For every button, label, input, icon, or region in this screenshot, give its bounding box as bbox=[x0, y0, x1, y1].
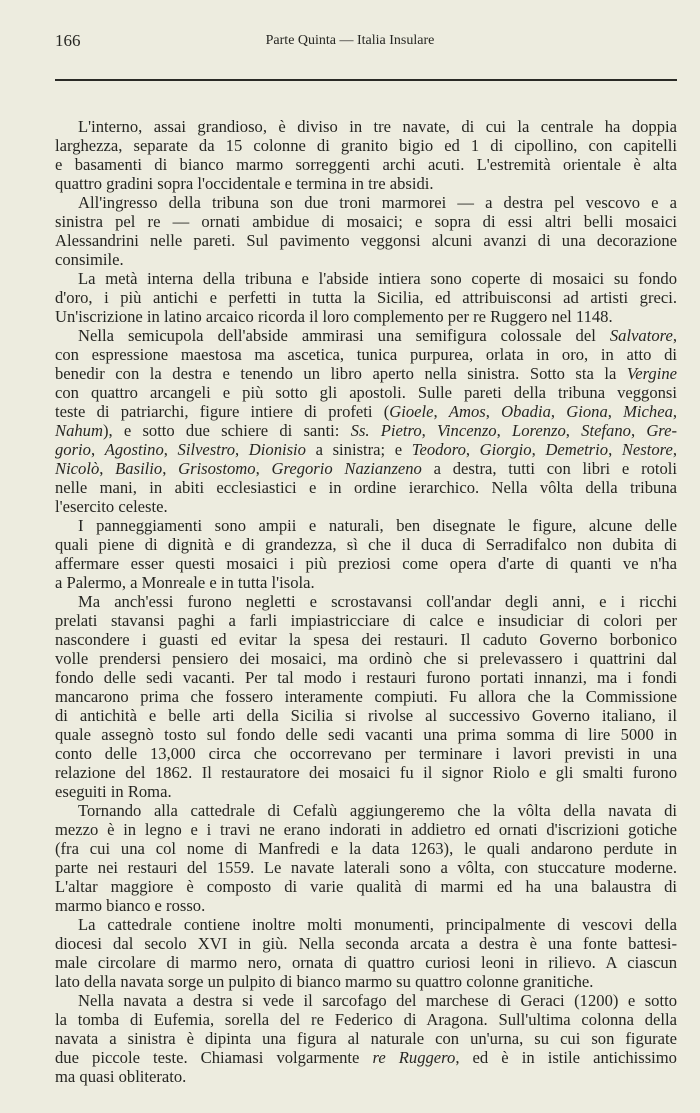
text-line bbox=[55, 307, 677, 326]
paragraph bbox=[55, 117, 677, 193]
italic-text: Teodoro bbox=[411, 440, 466, 459]
text-segment: ma quasi obliterato. bbox=[55, 1067, 187, 1086]
text-segment: mancarono prima che fossero interamente compiuti. Fu allora che la Commissione bbox=[55, 687, 677, 706]
text-line bbox=[55, 117, 677, 136]
text-segment: Ma anch'essi furono negletti e scrostavansi coll'andar degli anni, e i ricchi bbox=[78, 592, 677, 611]
text-line bbox=[55, 687, 677, 706]
running-title: Parte Quinta — Italia Insulare bbox=[265, 33, 435, 48]
text-segment: affermare esser questi mosaici i più preziosi come opera d'arte di quanti ve n'ha bbox=[55, 554, 677, 573]
italic-text: Salvatore bbox=[609, 326, 673, 345]
text-segment: Nella semicupola dell'abside ammirasi una semifigura colossale del bbox=[78, 326, 610, 345]
text-segment: relazione del 1862. Il restauratore dei mosaici fu il signor Riolo e gli smalti furono bbox=[55, 763, 677, 782]
paragraph bbox=[55, 326, 677, 516]
text-segment: conto delle 13,000 circa che occorrevano per terminare i lavori previsti in una bbox=[55, 744, 677, 763]
text-line bbox=[55, 706, 677, 725]
italic-text: Obadia bbox=[501, 402, 551, 421]
text-segment: , bbox=[90, 440, 105, 459]
text-segment: d'oro, i più antichi e perfetti in tutta la Sicilia, ed attribuisconsi ad artisti greci. bbox=[55, 288, 677, 307]
text-segment: sinistra pel re — ornati ambidue di mosaici; e sopra di essi altri belli mosaici bbox=[55, 212, 677, 231]
text-segment: quattro gradini sopra l'occidentale e termina in tre absidi. bbox=[55, 174, 434, 193]
text-segment: , bbox=[163, 440, 178, 459]
text-segment: due piccole teste. Chiamasi volgarmente bbox=[55, 1048, 373, 1067]
text-segment: , bbox=[433, 402, 449, 421]
text-line bbox=[55, 535, 677, 554]
text-segment: All'ingresso della tribuna son due troni marmorei — a destra pel vescovo e a bbox=[78, 193, 677, 212]
text-line bbox=[55, 269, 677, 288]
text-segment: con espressione maestosa ma ascetica, tunica purpurea, orlata in oro, in atto di bbox=[55, 345, 677, 364]
text-line bbox=[55, 1067, 677, 1086]
italic-text: Gre- bbox=[646, 421, 678, 440]
text-segment: I panneggiamenti sono ampii e naturali, ben disegnate le figure, alcune delle bbox=[78, 516, 677, 535]
italic-text: Nestore bbox=[621, 440, 673, 459]
italic-text: Giona bbox=[566, 402, 608, 421]
text-segment: Tornando alla cattedrale di Cefalù aggiungeremo che la vôlta della navata di bbox=[78, 801, 677, 820]
italic-text: Giorgio bbox=[479, 440, 532, 459]
text-segment: , bbox=[550, 402, 567, 421]
text-segment: a Palermo, a Monreale e in tutta l'isola. bbox=[55, 573, 315, 592]
text-line bbox=[55, 744, 677, 763]
paragraph bbox=[55, 801, 677, 915]
italic-text: Vergine bbox=[626, 364, 677, 383]
text-line bbox=[55, 231, 677, 250]
text-segment: marmo bianco e rosso. bbox=[55, 896, 206, 915]
text-line bbox=[55, 858, 677, 877]
text-segment: la tomba di Eufemia, sorella del re Federico di Aragona. Sull'ultima colonna della bbox=[55, 1010, 677, 1029]
italic-text: Stefano bbox=[581, 421, 631, 440]
paragraph bbox=[55, 269, 677, 326]
text-segment: , bbox=[565, 421, 582, 440]
text-line bbox=[55, 877, 677, 896]
text-segment: a destra, tutti con libri e rotoli bbox=[421, 459, 678, 478]
text-line bbox=[55, 896, 677, 915]
text-line bbox=[55, 459, 677, 478]
text-segment: , bbox=[421, 421, 438, 440]
text-segment: mezzo è in legno e i travi ne erano indorati in addietro ed ornati d'iscrizioni gotiche bbox=[55, 820, 677, 839]
text-segment: parte nei restauri del 1559. Le navate laterali sono a vôlta, con stuccature moderne. bbox=[55, 858, 677, 877]
text-line bbox=[55, 345, 677, 364]
text-line bbox=[55, 801, 677, 820]
text-line bbox=[55, 1029, 677, 1048]
text-line bbox=[55, 554, 677, 573]
text-segment: l'esercito celeste. bbox=[55, 497, 168, 516]
text-line bbox=[55, 630, 677, 649]
text-line bbox=[55, 250, 677, 269]
text-segment: a sinistra; e bbox=[305, 440, 412, 459]
text-segment: nelle mani, in abiti ecclesiastici e in ordine ierarchico. Nella vôlta della tribuna bbox=[55, 478, 677, 497]
text-line bbox=[55, 668, 677, 687]
text-line bbox=[55, 212, 677, 231]
italic-text: Silvestro bbox=[177, 440, 236, 459]
italic-text: Agostino bbox=[104, 440, 164, 459]
text-line bbox=[55, 497, 677, 516]
text-segment: diocesi dal secolo XVI in giù. Nella seconda arcata a destra è una fonte battesi- bbox=[55, 934, 677, 953]
text-segment: Alessandrini nelle pareti. Sul pavimento veggonsi alcuni avanzi di una decorazione bbox=[55, 231, 677, 250]
text-segment: L'interno, assai grandioso, è diviso in tre navate, di cui la centrale ha doppia bbox=[78, 117, 677, 136]
text-segment: e basamenti di bianco marmo sorreggenti archi acuti. L'estremità orientale è alta bbox=[55, 155, 677, 174]
italic-text: Basilio bbox=[115, 459, 163, 478]
text-segment: quali piene di dignità e di grandezza, sì che il duca di Serradifalco non dubita di bbox=[55, 535, 677, 554]
text-segment: larghezza, separate da 15 colonne di granito bigio ed 1 di cipollino, con capitelli bbox=[55, 136, 677, 155]
text-segment: ), e sotto due schiere di santi: bbox=[102, 421, 351, 440]
text-segment: , bbox=[255, 459, 272, 478]
text-segment: volle prendersi pensiero dei mosaici, ma ordinò che si prelevassero i quattrini dal bbox=[55, 649, 677, 668]
text-segment: , bbox=[465, 440, 480, 459]
text-segment: benedir con la destra e tenendo un libro aperto nella sinistra. Sotto sta la bbox=[55, 364, 627, 383]
text-line bbox=[55, 573, 677, 592]
text-segment: male circolare di marmo nero, ornata di quattro curiosi leoni in rilievo. A ciascun bbox=[55, 953, 677, 972]
text-line bbox=[55, 725, 677, 744]
text-segment: teste di patriarchi, figure intiere di profeti ( bbox=[55, 402, 390, 421]
text-segment: , bbox=[608, 440, 622, 459]
paragraph bbox=[55, 516, 677, 592]
text-line bbox=[55, 155, 677, 174]
italic-text: Michea bbox=[623, 402, 673, 421]
text-segment: fondo delle sedi vacanti. Per tal modo i restauri furono portati innanzi, ma i fondi bbox=[55, 668, 677, 687]
italic-text: gorio bbox=[55, 440, 91, 459]
text-line bbox=[55, 820, 677, 839]
text-segment: consimile. bbox=[55, 250, 124, 269]
italic-text: Dionisio bbox=[248, 440, 306, 459]
text-line bbox=[55, 915, 677, 934]
text-segment: lato della navata sorge un pulpito di bianco marmo su quattro colonne granitiche. bbox=[55, 972, 594, 991]
text-line bbox=[55, 440, 677, 459]
text-segment: L'altar maggiore è composto di varie qualità di marmi ed ha una balaustra di bbox=[55, 877, 677, 896]
text-line bbox=[55, 478, 677, 497]
text-line bbox=[55, 383, 677, 402]
text-line bbox=[55, 953, 677, 972]
italic-text: re Ruggero bbox=[372, 1048, 456, 1067]
text-segment: Un'iscrizione in latino arcaico ricorda il loro complemento per re Ruggero nel 1148. bbox=[55, 307, 613, 326]
text-segment: prelati stavansi paghi a farli impiastricciare di calce e insudiciar di colori per bbox=[55, 611, 677, 630]
text-line bbox=[55, 136, 677, 155]
text-line bbox=[55, 991, 677, 1010]
text-segment: , ed è in istile antichissimo bbox=[455, 1048, 677, 1067]
text-segment: La cattedrale contiene inoltre molti monumenti, principalmente di vescovi della bbox=[78, 915, 677, 934]
italic-text: Ss. Pietro bbox=[350, 421, 422, 440]
text-segment: quale assegnò tosto sul fondo delle sedi vacanti una prima somma di lire 5000 in bbox=[55, 725, 677, 744]
text-line bbox=[55, 193, 677, 212]
text-segment: con quattro arcangeli e più sotto gli apostoli. Sulle pareti della tribuna veggonsi bbox=[55, 383, 677, 402]
text-line bbox=[55, 649, 677, 668]
italic-text: Grisostomo bbox=[178, 459, 256, 478]
text-line bbox=[55, 516, 677, 535]
text-line bbox=[55, 592, 677, 611]
text-segment: nascondere i guasti ed evitar la spesa dei restauri. Il caduto Governo borbonico bbox=[55, 630, 677, 649]
paragraph bbox=[55, 991, 677, 1086]
text-line bbox=[55, 1010, 677, 1029]
italic-text: Lorenzo bbox=[511, 421, 566, 440]
text-line bbox=[55, 174, 677, 193]
text-segment: , bbox=[672, 440, 678, 459]
text-segment: , bbox=[531, 440, 546, 459]
paragraph bbox=[55, 915, 677, 991]
text-segment: La metà interna della tribuna e l'abside intiera sono coperte di mosaici su fondo bbox=[78, 269, 677, 288]
text-line bbox=[55, 364, 677, 383]
text-line bbox=[55, 421, 677, 440]
text-line bbox=[55, 934, 677, 953]
text-line bbox=[55, 782, 677, 801]
text-segment: di antichità e belle arti della Sicilia si rivolse al successivo Governo italiano, il bbox=[55, 706, 677, 725]
italic-text: Nicolò bbox=[55, 459, 100, 478]
text-segment: , bbox=[672, 402, 678, 421]
header-rule bbox=[55, 79, 677, 81]
italic-text: Demetrio bbox=[545, 440, 609, 459]
italic-text: Nahum bbox=[55, 421, 103, 440]
italic-text: Gioele bbox=[389, 402, 434, 421]
paragraph bbox=[55, 592, 677, 801]
text-segment: , bbox=[630, 421, 647, 440]
page-number: 166 bbox=[55, 31, 81, 50]
text-line bbox=[55, 326, 677, 345]
paragraph bbox=[55, 193, 677, 269]
text-line bbox=[55, 611, 677, 630]
text-line bbox=[55, 763, 677, 782]
text-line bbox=[55, 402, 677, 421]
text-line bbox=[55, 839, 677, 858]
text-segment: Nella navata a destra si vede il sarcofago del marchese di Geraci (1200) e sotto bbox=[78, 991, 677, 1010]
text-segment: (fra cui una col nome di Manfredi e la data 1263), le quali andarono perdute in bbox=[55, 839, 677, 858]
italic-text: Amos bbox=[448, 402, 486, 421]
text-line bbox=[55, 288, 677, 307]
italic-text: Vincenzo bbox=[437, 421, 497, 440]
text-segment: , bbox=[496, 421, 512, 440]
italic-text: Gregorio Nazianzeno bbox=[271, 459, 422, 478]
text-segment: , bbox=[235, 440, 249, 459]
text-segment: navata a sinistra è dipinta una figura al naturale con un'urna, su cui son figurate bbox=[55, 1029, 677, 1048]
text-segment: , bbox=[607, 402, 624, 421]
text-segment: eseguiti in Roma. bbox=[55, 782, 172, 801]
text-segment: , bbox=[672, 326, 677, 345]
text-segment: , bbox=[485, 402, 502, 421]
text-line bbox=[55, 1048, 677, 1067]
text-line bbox=[55, 972, 677, 991]
text-segment: , bbox=[99, 459, 116, 478]
text-segment: , bbox=[162, 459, 179, 478]
body-text bbox=[55, 117, 677, 1086]
